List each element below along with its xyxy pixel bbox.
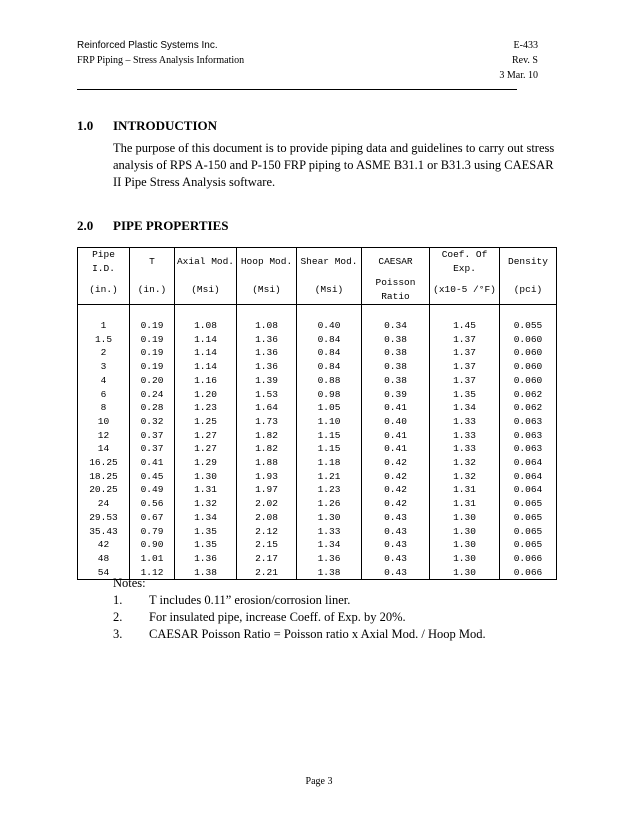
note-number: 2. (113, 610, 123, 624)
table-cell: 0.56 (130, 497, 175, 511)
table-units-row (78, 276, 557, 305)
table-cell: 3 (78, 360, 130, 374)
table-cell: 0.38 (362, 374, 430, 388)
document-date: 3 Mar. 10 (499, 70, 538, 81)
column-unit: (in.) (78, 276, 130, 305)
table-row (78, 429, 557, 443)
table-row (78, 442, 557, 456)
table-cell: 1.33 (430, 429, 500, 443)
table-cell: 1.30 (430, 566, 500, 580)
table-cell: 20.25 (78, 483, 130, 497)
table-cell: 1.35 (175, 538, 237, 552)
note-item (113, 609, 486, 626)
note-number: 3. (113, 627, 123, 641)
table-cell: 2.15 (237, 538, 297, 552)
table-cell: 1.36 (297, 552, 362, 566)
table-cell: 0.062 (500, 388, 557, 402)
table-cell: 16.25 (78, 456, 130, 470)
table-cell: 0.060 (500, 360, 557, 374)
table-cell: 0.063 (500, 442, 557, 456)
table-cell: 0.84 (297, 333, 362, 347)
table-cell: 1.30 (430, 538, 500, 552)
table-cell: 1.93 (237, 470, 297, 484)
table-cell: 1.08 (175, 319, 237, 333)
table-cell: 0.19 (130, 346, 175, 360)
table-row (78, 374, 557, 388)
column-unit: (pci) (500, 276, 557, 305)
table-cell: 1.14 (175, 346, 237, 360)
table-cell: 35.43 (78, 525, 130, 539)
table-cell: 0.41 (362, 401, 430, 415)
table-cell: 1.33 (430, 415, 500, 429)
table-row (78, 538, 557, 552)
table-cell: 0.065 (500, 525, 557, 539)
note-text: T includes 0.11” erosion/corrosion liner. (149, 593, 351, 607)
table-cell: 1.35 (430, 388, 500, 402)
table-cell: 1.31 (430, 497, 500, 511)
column-header: Coef. Of Exp. (430, 248, 500, 277)
table-cell: 0.064 (500, 456, 557, 470)
table-row (78, 346, 557, 360)
table-cell: 0.40 (362, 415, 430, 429)
table-cell: 1.32 (430, 470, 500, 484)
table-cell: 0.43 (362, 552, 430, 566)
table-cell: 1.37 (430, 333, 500, 347)
table-cell: 1.12 (130, 566, 175, 580)
table-cell: 0.43 (362, 566, 430, 580)
table-cell: 0.40 (297, 319, 362, 333)
table-cell: 1.34 (175, 511, 237, 525)
table-cell: 0.064 (500, 483, 557, 497)
table-cell: 0.19 (130, 319, 175, 333)
table-cell: 1.5 (78, 333, 130, 347)
table-cell: 0.43 (362, 511, 430, 525)
table-cell: 1.35 (175, 525, 237, 539)
pipe-properties-table (77, 247, 557, 580)
header-left (77, 38, 244, 68)
note-text: For insulated pipe, increase Coeff. of Exp. by 20%. (149, 610, 406, 624)
table-cell: 0.79 (130, 525, 175, 539)
table-cell: 10 (78, 415, 130, 429)
table-cell: 0.42 (362, 483, 430, 497)
document-subtitle: FRP Piping – Stress Analysis Information (77, 55, 245, 66)
table-cell: 8 (78, 401, 130, 415)
table-row (78, 333, 557, 347)
column-header: CAESAR (362, 248, 430, 277)
table-cell: 1.21 (297, 470, 362, 484)
table-row (78, 388, 557, 402)
table-cell: 1.27 (175, 429, 237, 443)
table-cell: 1.15 (297, 429, 362, 443)
table-cell: 1.88 (237, 456, 297, 470)
table-cell: 1.37 (430, 360, 500, 374)
table-cell: 1.37 (430, 346, 500, 360)
table-cell: 0.42 (362, 497, 430, 511)
table-cell: 0.42 (362, 456, 430, 470)
table-row (78, 511, 557, 525)
column-unit: (Msi) (237, 276, 297, 305)
table-cell: 2.21 (237, 566, 297, 580)
table-row (78, 401, 557, 415)
table-cell: 0.055 (500, 319, 557, 333)
table-cell: 0.28 (130, 401, 175, 415)
table-cell: 1.23 (297, 483, 362, 497)
table-cell: 1.27 (175, 442, 237, 456)
table-cell: 1.82 (237, 429, 297, 443)
page-number: Page 3 (305, 776, 333, 787)
table-cell: 0.20 (130, 374, 175, 388)
table-cell: 1.10 (297, 415, 362, 429)
table-row (78, 497, 557, 511)
section-number: 2.0 (77, 218, 94, 233)
column-header: Density (500, 248, 557, 277)
table-cell: 1.15 (297, 442, 362, 456)
table-cell: 0.90 (130, 538, 175, 552)
table-cell: 0.066 (500, 566, 557, 580)
table-cell: 0.49 (130, 483, 175, 497)
table-cell: 0.45 (130, 470, 175, 484)
table-cell: 0.19 (130, 333, 175, 347)
note-item (113, 626, 486, 643)
table-cell: 0.43 (362, 525, 430, 539)
table-cell: 0.066 (500, 552, 557, 566)
table-cell: 1.34 (430, 401, 500, 415)
section-title: PIPE PROPERTIES (113, 218, 229, 233)
table-cell: 0.065 (500, 511, 557, 525)
table-cell: 0.39 (362, 388, 430, 402)
table-cell: 1.82 (237, 442, 297, 456)
table-cell: 2.08 (237, 511, 297, 525)
table-cell: 1.25 (175, 415, 237, 429)
table-cell: 1.14 (175, 333, 237, 347)
table-cell: 1.73 (237, 415, 297, 429)
table-cell: 1.08 (237, 319, 297, 333)
table-cell: 1.36 (237, 333, 297, 347)
table-cell: 0.38 (362, 333, 430, 347)
table-cell: 0.98 (297, 388, 362, 402)
table-header-row (78, 248, 557, 277)
table-cell: 2.17 (237, 552, 297, 566)
table-cell: 1.31 (430, 483, 500, 497)
table-cell: 1.36 (237, 360, 297, 374)
table-cell: 1.30 (430, 525, 500, 539)
column-header: Hoop Mod. (237, 248, 297, 277)
section-heading-introduction (77, 118, 217, 134)
header-divider (77, 89, 517, 90)
table-cell: 0.063 (500, 429, 557, 443)
table-cell: 1.32 (175, 497, 237, 511)
table-row (78, 319, 557, 333)
table-cell: 1.38 (175, 566, 237, 580)
table-cell: 0.84 (297, 346, 362, 360)
table-cell: 0.064 (500, 470, 557, 484)
column-header: Pipe I.D. (78, 248, 130, 277)
table-cell: 2 (78, 346, 130, 360)
document-number: E-433 (513, 40, 538, 51)
header-right (499, 38, 538, 83)
table-cell: 0.065 (500, 538, 557, 552)
table-cell: 1.14 (175, 360, 237, 374)
column-unit: (Msi) (175, 276, 237, 305)
section-heading-pipe-properties (77, 218, 228, 234)
table-spacer-row (78, 305, 557, 320)
table-cell: 2.12 (237, 525, 297, 539)
table-cell: 0.41 (130, 456, 175, 470)
table-cell: 0.060 (500, 333, 557, 347)
table-cell: 1.36 (175, 552, 237, 566)
table-cell: 1.30 (430, 511, 500, 525)
table-cell: 0.41 (362, 429, 430, 443)
table-cell: 0.67 (130, 511, 175, 525)
table-cell: 1.36 (237, 346, 297, 360)
table-row (78, 415, 557, 429)
table-cell: 48 (78, 552, 130, 566)
table-cell: 1.32 (430, 456, 500, 470)
notes-heading: Notes: (113, 576, 146, 590)
introduction-paragraph: The purpose of this document is to provide piping data and guidelines to carry out stress analysis of RPS A-150 and P-150 FRP piping to ASME B31.1 or B31.3 using CAESAR II Pipe Stress Analysis software. (113, 141, 555, 189)
section-title: INTRODUCTION (113, 118, 218, 133)
table-cell: 0.41 (362, 442, 430, 456)
table-cell: 0.88 (297, 374, 362, 388)
table-cell: 1.39 (237, 374, 297, 388)
column-header: Axial Mod. (175, 248, 237, 277)
table-cell: 6 (78, 388, 130, 402)
section-number: 1.0 (77, 118, 94, 133)
table-cell: 0.84 (297, 360, 362, 374)
table-cell: 54 (78, 566, 130, 580)
table-cell: 1.97 (237, 483, 297, 497)
table-row (78, 470, 557, 484)
table-cell: 12 (78, 429, 130, 443)
table-cell: 0.43 (362, 538, 430, 552)
table-cell: 0.060 (500, 346, 557, 360)
table-cell: 1.45 (430, 319, 500, 333)
table-row (78, 456, 557, 470)
column-unit: (x10-5 /°F) (430, 276, 500, 305)
table-cell: 1.30 (430, 552, 500, 566)
table-cell: 2.02 (237, 497, 297, 511)
note-number: 1. (113, 593, 123, 607)
table-cell: 1.26 (297, 497, 362, 511)
column-unit: (in.) (130, 276, 175, 305)
table-cell: 1.64 (237, 401, 297, 415)
table-cell: 18.25 (78, 470, 130, 484)
table-cell: 1.31 (175, 483, 237, 497)
table-cell: 1.30 (175, 470, 237, 484)
table-cell: 1.20 (175, 388, 237, 402)
table-body (78, 305, 557, 580)
table-cell: 0.38 (362, 360, 430, 374)
column-header: T (130, 248, 175, 277)
table-row (78, 360, 557, 374)
table-row (78, 525, 557, 539)
table-cell: 29.53 (78, 511, 130, 525)
table-cell: 1.30 (297, 511, 362, 525)
company-name: Reinforced Plastic Systems Inc. (77, 40, 218, 51)
column-unit: Poisson Ratio (362, 276, 430, 305)
table-cell: 1.05 (297, 401, 362, 415)
table-cell: 0.060 (500, 374, 557, 388)
column-header: Shear Mod. (297, 248, 362, 277)
table-cell: 0.34 (362, 319, 430, 333)
table-cell: 0.063 (500, 415, 557, 429)
table-cell: 1.34 (297, 538, 362, 552)
table-cell: 4 (78, 374, 130, 388)
table-cell: 0.38 (362, 346, 430, 360)
notes-section (113, 575, 486, 643)
table-cell: 1.33 (297, 525, 362, 539)
table-cell: 0.065 (500, 497, 557, 511)
note-text: CAESAR Poisson Ratio = Poisson ratio x Axial Mod. / Hoop Mod. (149, 627, 486, 641)
table-cell: 0.19 (130, 360, 175, 374)
table-cell: 14 (78, 442, 130, 456)
table-cell: 1 (78, 319, 130, 333)
table-cell: 0.37 (130, 429, 175, 443)
table-row (78, 483, 557, 497)
table-cell: 0.24 (130, 388, 175, 402)
table-cell: 42 (78, 538, 130, 552)
table-cell: 1.29 (175, 456, 237, 470)
table-cell: 1.33 (430, 442, 500, 456)
table-cell: 1.01 (130, 552, 175, 566)
table-cell: 1.23 (175, 401, 237, 415)
table-cell: 24 (78, 497, 130, 511)
table-cell: 1.53 (237, 388, 297, 402)
table-cell: 1.37 (430, 374, 500, 388)
table-cell: 1.16 (175, 374, 237, 388)
table-cell: 0.062 (500, 401, 557, 415)
table-cell: 0.42 (362, 470, 430, 484)
note-item (113, 592, 486, 609)
revision: Rev. S (511, 55, 538, 66)
table-cell: 1.18 (297, 456, 362, 470)
column-unit: (Msi) (297, 276, 362, 305)
table-cell: 0.37 (130, 442, 175, 456)
table-cell: 1.38 (297, 566, 362, 580)
table-row (78, 552, 557, 566)
table-cell: 0.32 (130, 415, 175, 429)
